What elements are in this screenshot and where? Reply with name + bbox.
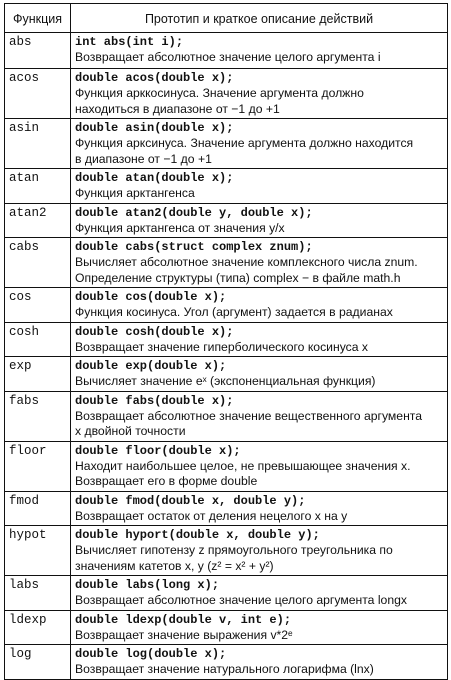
function-prototype: double ldexp(double v, int e);	[75, 612, 292, 627]
table-row	[5, 322, 448, 357]
function-description-cell	[71, 491, 448, 526]
table-header-row	[5, 4, 448, 33]
function-description-line: в диапазоне от −1 до +1	[75, 151, 212, 166]
function-description-cell	[71, 322, 448, 357]
function-prototype: double fmod(double x, double y);	[75, 493, 306, 508]
function-prototype: double fabs(double x);	[75, 393, 234, 408]
function-name: cabs	[5, 238, 71, 288]
table-row	[5, 169, 448, 204]
function-description-line: Функция арккосинуса. Значение аргумента должно	[75, 86, 364, 100]
table-row	[5, 288, 448, 323]
function-description-line: Возвращает значение гиперболического косинуса x	[75, 339, 369, 354]
function-prototype: double labs(long x);	[75, 578, 220, 592]
header-function: Функция	[5, 4, 71, 33]
function-description-cell	[71, 288, 448, 323]
table-row	[5, 203, 448, 238]
function-description-line: Функция арксинуса. Значение аргумента должно находится	[75, 136, 414, 150]
function-name: cos	[5, 288, 71, 323]
function-prototype: double cos(double x);	[75, 290, 227, 304]
function-description-line: Возвращает значение натурального логарифма (lnx)	[75, 662, 374, 676]
function-prototype: double acos(double x);	[75, 71, 234, 85]
table-row	[5, 119, 448, 169]
function-description-cell	[71, 610, 448, 645]
function-name: acos	[5, 69, 71, 119]
function-description-line: Возвращает остаток от деления нецелого x на y	[75, 508, 348, 523]
math-functions-table	[4, 3, 448, 680]
table-row	[5, 610, 448, 645]
table-row	[5, 357, 448, 392]
table-row	[5, 526, 448, 576]
function-description-cell	[71, 203, 448, 238]
function-prototype: int abs(int i);	[75, 35, 184, 49]
function-prototype: double cosh(double x);	[75, 324, 234, 339]
function-description-line: Находит наибольшее целое, не превышающее значения x.	[75, 458, 411, 473]
table-row	[5, 576, 448, 611]
function-prototype: double atan2(double y, double x);	[75, 205, 313, 220]
function-name: hypot	[5, 526, 71, 576]
function-name: fmod	[5, 491, 71, 526]
function-description-line: Функция арктангенса	[75, 186, 195, 200]
function-description-line: Вычисляет значение eˣ (экспоненциальная функция)	[75, 374, 376, 388]
function-name: atan2	[5, 203, 71, 238]
function-description-line: находиться в диапазоне от −1 до +1	[75, 101, 280, 116]
table-row	[5, 33, 448, 69]
function-description-cell	[71, 33, 448, 69]
function-name: fabs	[5, 391, 71, 441]
function-name: cosh	[5, 322, 71, 357]
function-description-line: Функция косинуса. Угол (аргумент) задается в радианах	[75, 305, 393, 319]
function-description-line: Возвращает абсолютное значение целого аргумента longx	[75, 593, 407, 607]
function-description-line: x двойной точности	[75, 424, 186, 438]
function-description-cell	[71, 645, 448, 680]
table-body	[5, 33, 448, 680]
header-description: Прототип и краткое описание действий	[71, 4, 448, 33]
table-row	[5, 238, 448, 288]
function-prototype: double hyport(double x, double y);	[75, 528, 320, 542]
function-name: exp	[5, 357, 71, 392]
function-description-cell	[71, 526, 448, 576]
function-description-cell	[71, 69, 448, 119]
function-description-cell	[71, 441, 448, 491]
function-name: asin	[5, 119, 71, 169]
function-description-line: Вычисляет абсолютное значение комплексного числа znum.	[75, 255, 418, 269]
function-name: floor	[5, 441, 71, 491]
function-description-line: Определение структуры (типа) complex − в файле math.h	[75, 270, 401, 285]
function-description-line: Возвращает его в форме double	[75, 474, 258, 488]
function-prototype: double exp(double x);	[75, 359, 227, 373]
function-prototype: double atan(double x);	[75, 171, 234, 185]
function-prototype: double log(double x);	[75, 647, 227, 661]
function-description-line: Функция арктангенса от значения y/x	[75, 220, 285, 235]
function-prototype: double asin(double x);	[75, 121, 234, 135]
function-description-cell	[71, 357, 448, 392]
table-row	[5, 491, 448, 526]
table-row	[5, 441, 448, 491]
table-row	[5, 645, 448, 680]
function-prototype: double cabs(struct complex znum);	[75, 240, 313, 254]
function-name: ldexp	[5, 610, 71, 645]
function-description-line: значениям катетов x, y (z² = x² + y²)	[75, 558, 274, 573]
function-description-line: Возвращает абсолютное значение целого аргумента i	[75, 50, 381, 64]
function-description-cell	[71, 119, 448, 169]
function-description-cell	[71, 391, 448, 441]
function-description-line: Возвращает значение выражения v*2ᵉ	[75, 627, 293, 642]
function-name: abs	[5, 33, 71, 69]
table-row	[5, 69, 448, 119]
function-name: log	[5, 645, 71, 680]
table-row	[5, 391, 448, 441]
function-description-cell	[71, 576, 448, 611]
function-prototype: double floor(double x);	[75, 443, 241, 458]
function-description-cell	[71, 238, 448, 288]
function-description-cell	[71, 169, 448, 204]
function-name: atan	[5, 169, 71, 204]
function-description-line: Возвращает абсолютное значение вещественного аргумента	[75, 408, 423, 423]
function-name: labs	[5, 576, 71, 611]
function-description-line: Вычисляет гипотензу z прямоугольного треугольника по	[75, 543, 393, 557]
